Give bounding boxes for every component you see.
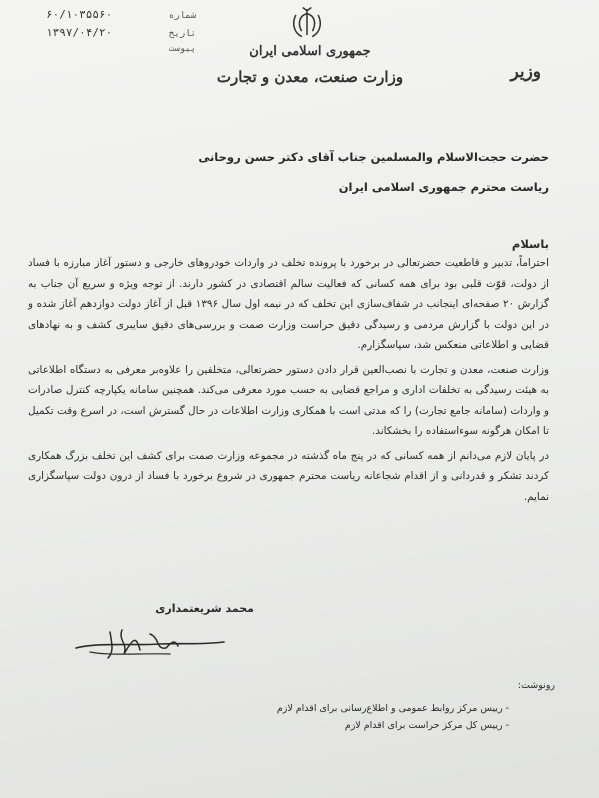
cc-item-2: - رییس کل مرکز حراست برای اقدام لازم: [344, 720, 509, 731]
signer-name: محمد شریعتمداری: [155, 602, 254, 615]
attachment-label: پیوست: [168, 44, 196, 54]
emblem-icon: [288, 6, 326, 42]
letter-date-label: تاریخ: [168, 29, 196, 39]
greeting: باسلام: [511, 237, 549, 251]
letter-number-label: شماره: [168, 11, 196, 21]
letter-body: [28, 253, 549, 507]
addressee-line-2: ریاست محترم جمهوری اسلامی ایران: [338, 180, 549, 194]
addressee-line-1: حضرت حجت‌الاسلام والمسلمین جناب آقای دکتر حسن روحانی: [198, 150, 549, 164]
paragraph-2: وزارت صنعت، معدن و تجارت با نصب‌العین قرار دادن دستور حضرتعالی، متخلفین را علاوه‌بر معرفی به دستگاه اطلاعاتی به هیئت رسیدگی به تخلفات اداری و مراجع قضایی به حسب مورد معرفی می‌کند. همچنین سامانه یکپارچه کنترل صادرات و واردات (سامانه جامع تجارت) را که مدتی است با همکاری وزارت اطلاعات در حال گسترش است، در اسرع وقت تکمیل تا امکان هرگونه سوءاستفاده را بخشکاند.: [28, 363, 549, 437]
cc-item-1: - رییس مرکز روابط عمومی و اطلاع‌رسانی برای اقدام لازم: [276, 703, 509, 714]
ministry-title: وزارت صنعت، معدن و تجارت: [216, 68, 404, 86]
handwritten-signature: [70, 620, 230, 665]
letter-metadata: [46, 8, 196, 62]
paragraph-1: احتراماً، تدبیر و قاطعیت حضرتعالی در برخورد با پرونده تخلف در واردات خودروهای خارجی و دستور آغاز مبارزه با فساد از دولت، قوّت قلبی بود برای همه کسانی که فعالیت سالم اقتصادی در کشور دارند. از توجه ویژه و سریع آن جناب به گزارش ۲۰ صفحه‌ای اینجانب در شفاف‌سازی این تخلف که در نیمه اول سال ۱۳۹۶ قبل از آغاز دولت دوازدهم آغاز شده و در این دولت با گزارش مردمی و رسیدگی دقیق حراست وزارت صمت و بررسی‌های دقیق سایبری کشف و به نهادهای قضایی و اطلاعاتی منعکس شد، سپاسگزارم.: [28, 257, 550, 351]
sender-role: وزیر: [510, 62, 541, 82]
cc-title: رونوشت:: [517, 680, 555, 691]
letter-date: ۱۳۹۷/۰۴/۲۰: [46, 26, 113, 39]
country-title: جمهوری اسلامی ایران: [249, 44, 371, 59]
letter-number: ۶۰/۱۰۳۵۵۶۰: [46, 8, 113, 21]
paragraph-3: در پایان لازم می‌دانم از همه کسانی که در پنج ماه گذشته در مجموعه وزارت صمت برای کشف این تخلف بزرگ همکاری کردند تشکر و قدردانی و از اقدام شجاعانه ریاست محترم جمهوری در شروع برخورد با فساد از درون دولت سپاسگزاری نمایم.: [28, 449, 549, 503]
